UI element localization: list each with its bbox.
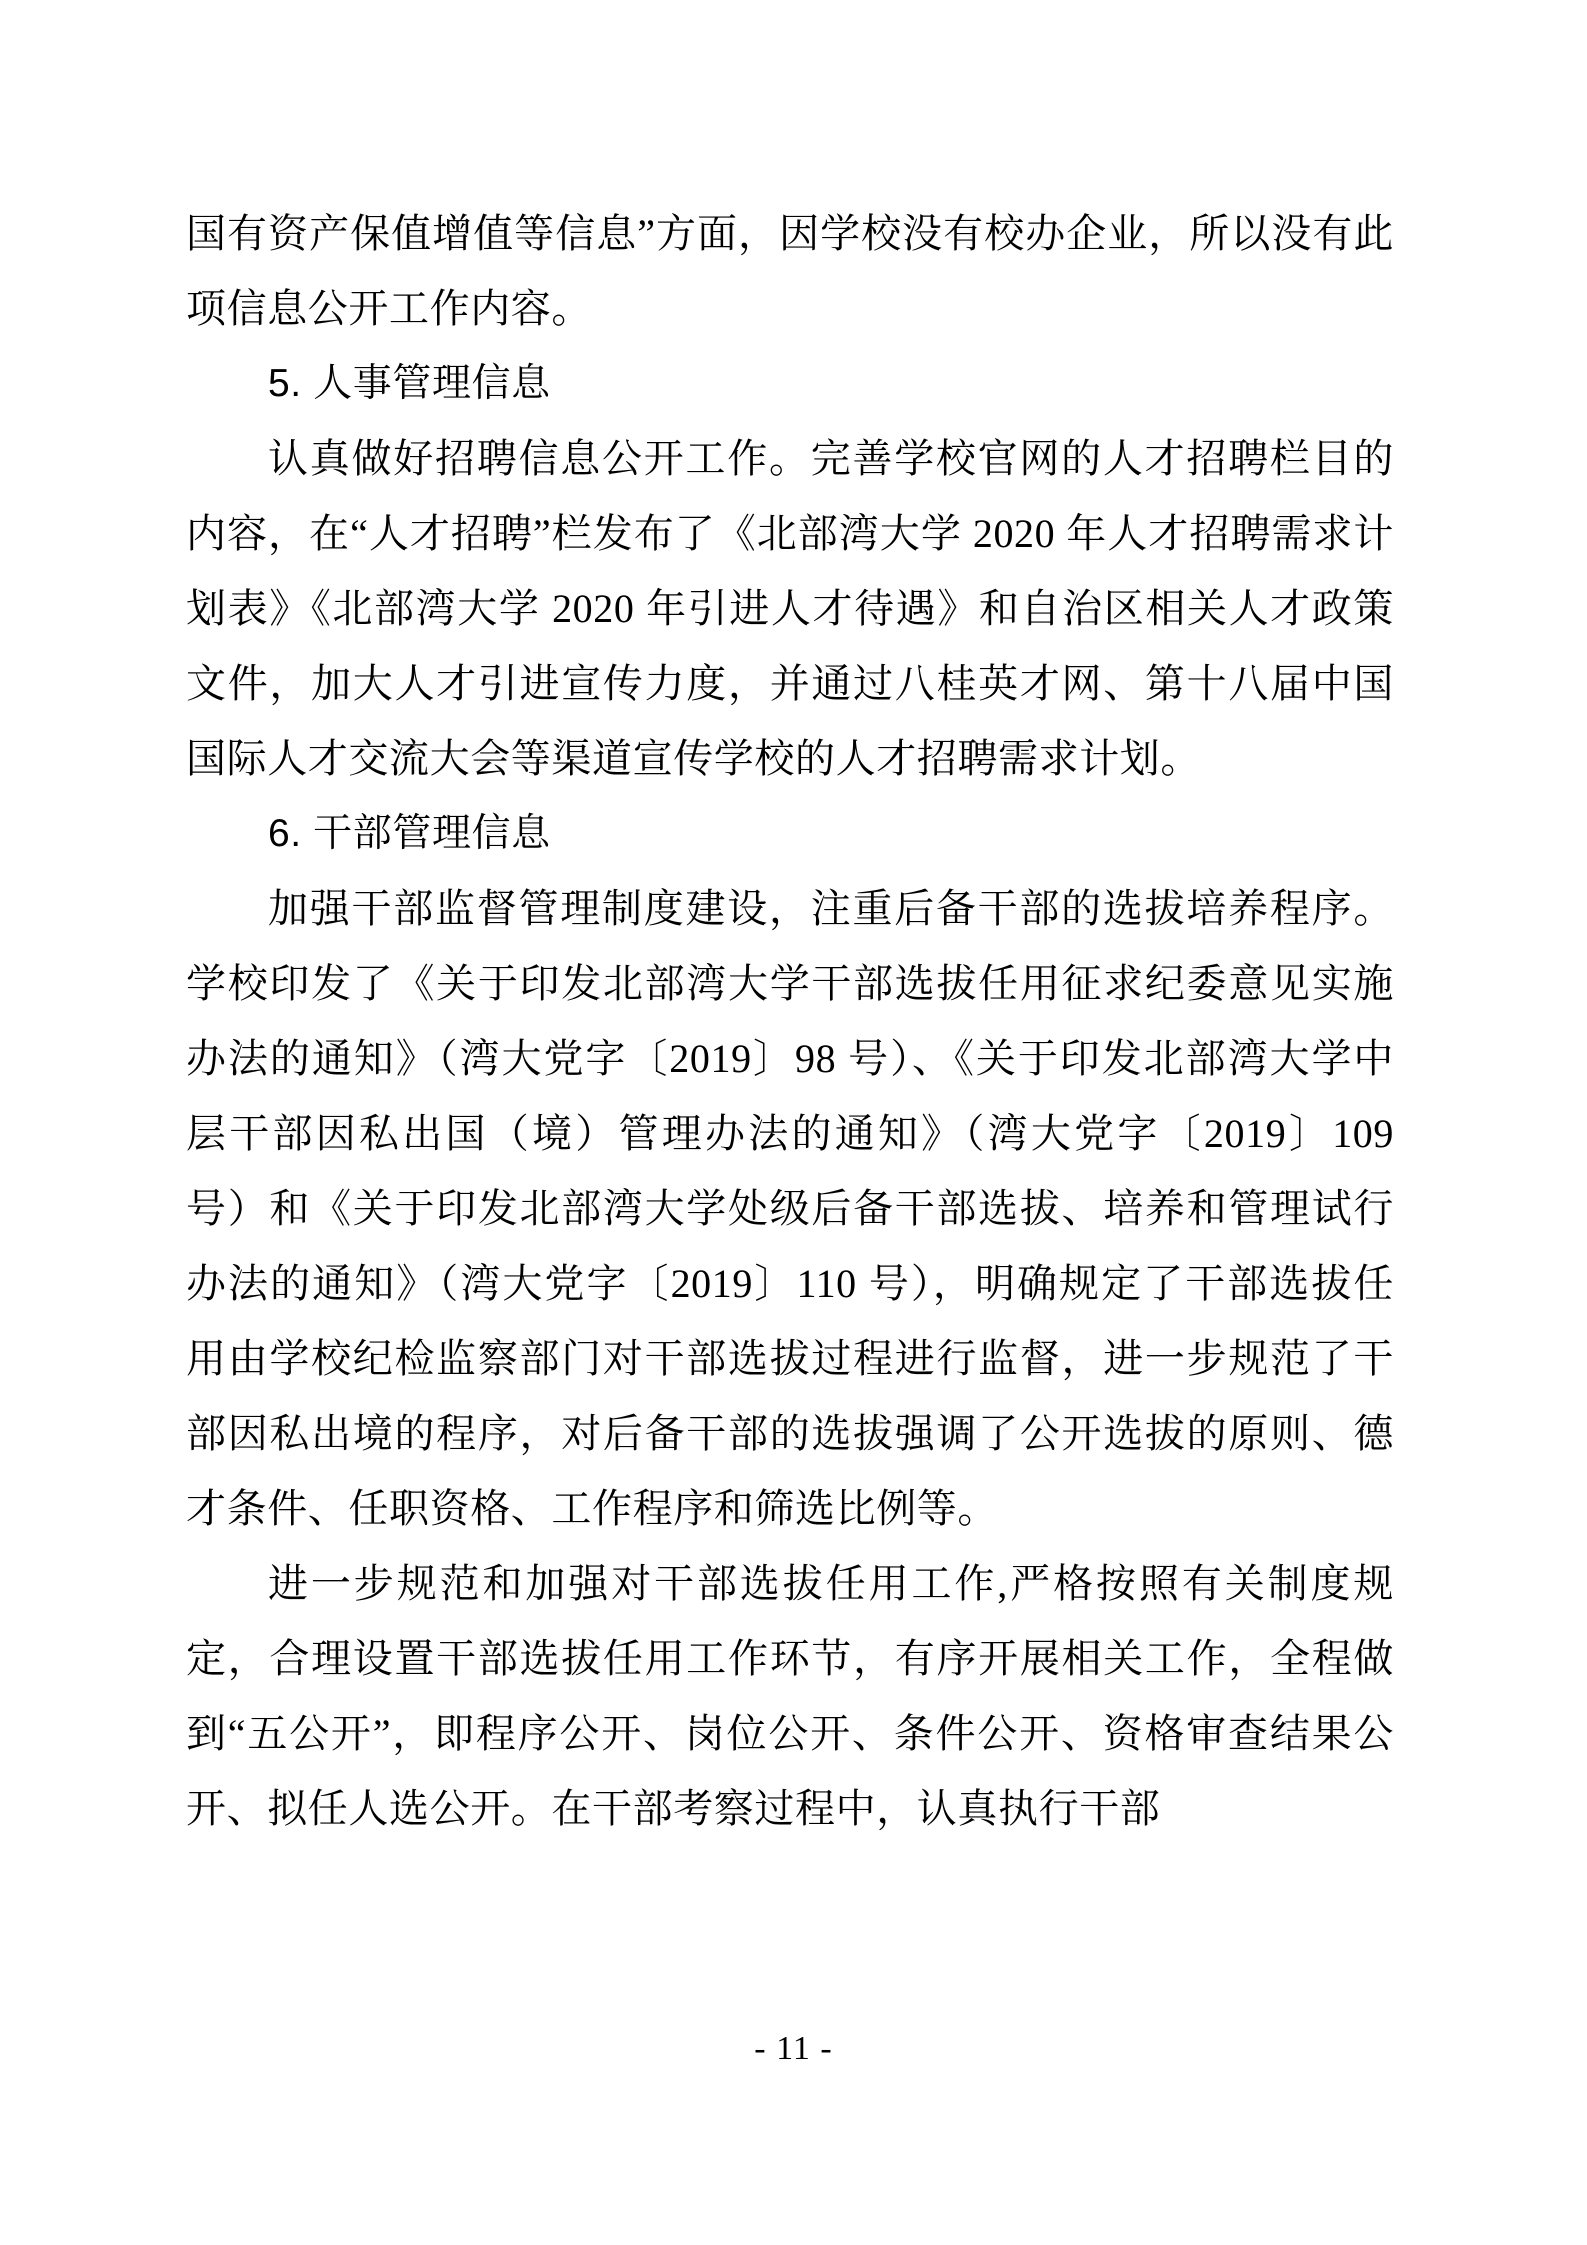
page-number: - 11 - bbox=[754, 2030, 833, 2067]
paragraph-personnel-body: 认真做好招聘信息公开工作。完善学校官网的人才招聘栏目的内容，在“人才招聘”栏发布了《北部湾大学 2020 年人才招聘需求计划表》《北部湾大学 2020 年引进人才待遇》和自治区相关人才政策文件，加大人才引进宣传力度，并通过八桂英才网、第十八届中国国际人才交流大会等渠道宣传学校的人才招聘需求计划。 bbox=[186, 436, 1394, 781]
paragraph-cadre-body-2: 进一步规范和加强对干部选拔任用工作,严格按照有关制度规定，合理设置干部选拔任用工作环节，有序开展相关工作，全程做到“五公开”，即程序公开、岗位公开、条件公开、资格审查结果公开、拟任人选公开。在干部考察过程中，认真执行干部 bbox=[186, 1561, 1394, 1831]
paragraph-continuation: 国有资产保值增值等信息”方面，因学校没有校办企业，所以没有此项信息公开工作内容。 bbox=[186, 211, 1394, 331]
section-heading-cadre: 6. 干部管理信息 bbox=[268, 812, 551, 855]
section-heading-personnel: 5. 人事管理信息 bbox=[268, 362, 551, 405]
page-body bbox=[186, 196, 1394, 1846]
paragraph-cadre-body: 加强干部监督管理制度建设，注重后备干部的选拔培养程序。学校印发了《关于印发北部湾大学干部选拔任用征求纪委意见实施办法的通知》（湾大党字〔2019〕98 号）、《关于印发北部湾大学中层干部因私出国（境）管理办法的通知》（湾大党字〔2019〕109 号）和《关于印发北部湾大学处级后备干部选拔、培养和管理试行办法的通知》（湾大党字〔2019〕110 号），明确规定了干部选拔任用由学校纪检监察部门对干部选拔过程进行监督，进一步规范了干部因私出境的程序，对后备干部的选拔强调了公开选拔的原则、德才条件、任职资格、工作程序和筛选比例等。 bbox=[186, 886, 1394, 1531]
